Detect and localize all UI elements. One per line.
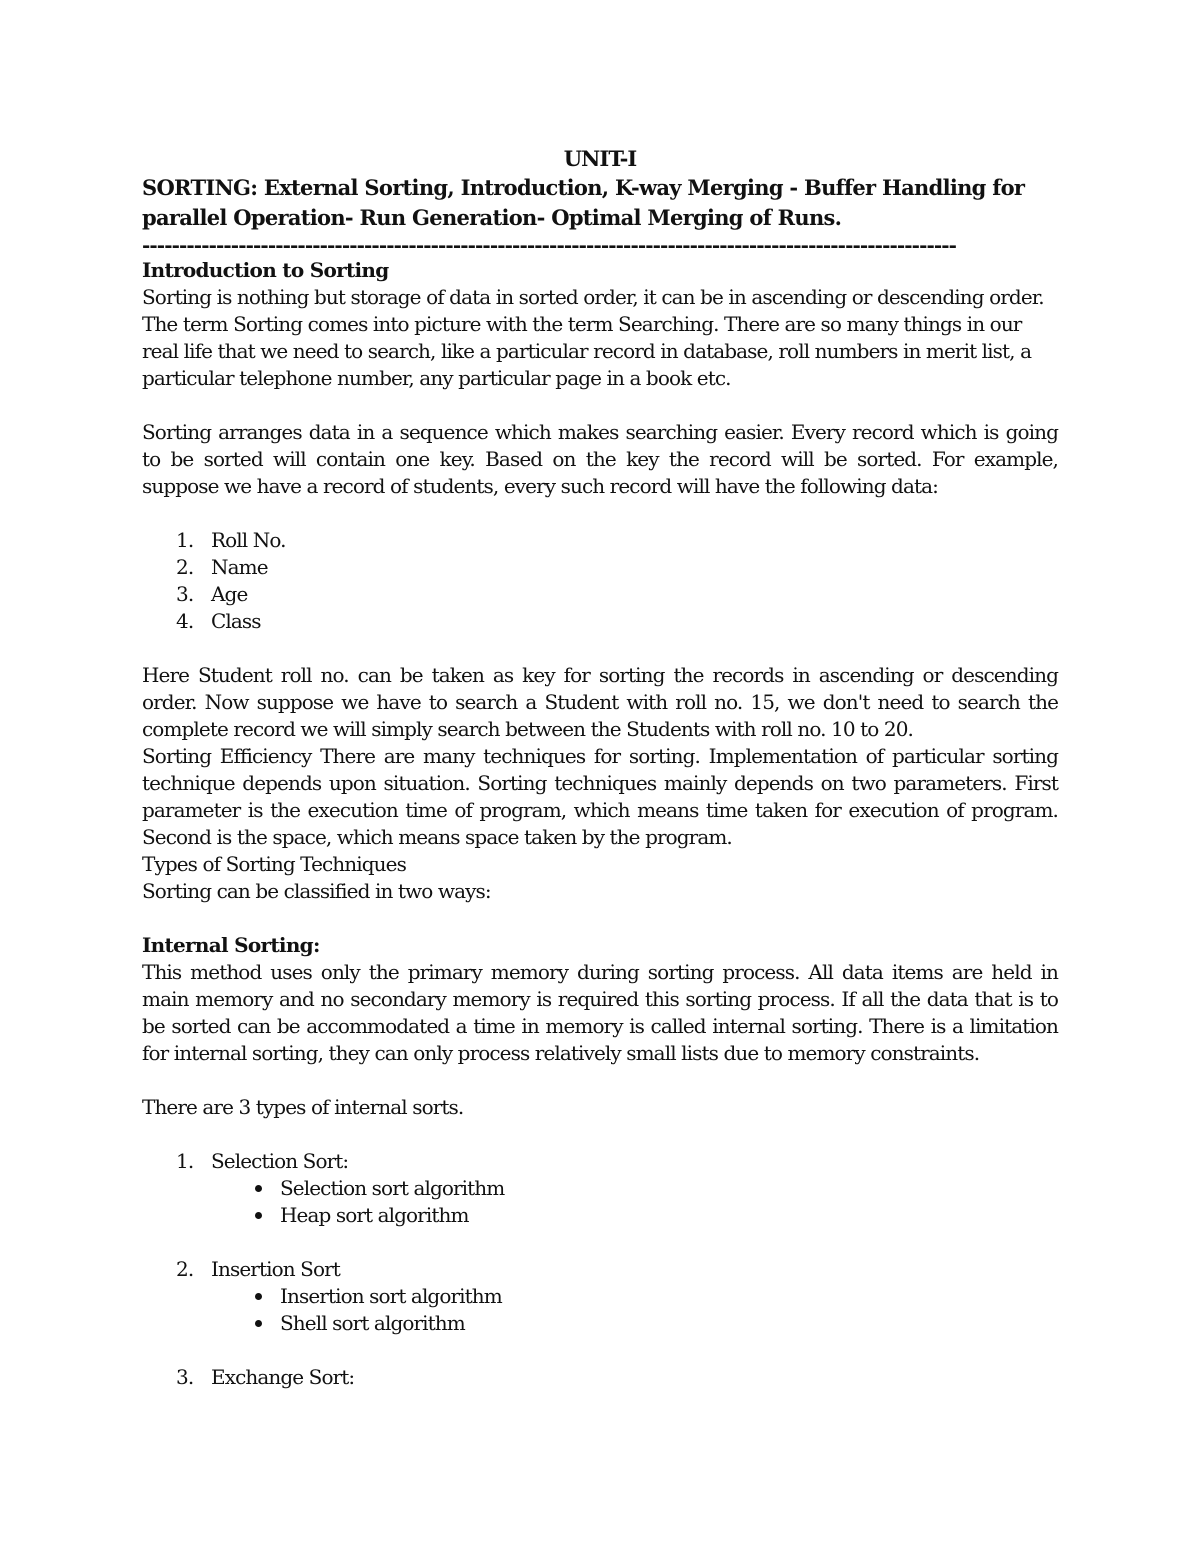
intro-paragraph-3: Here Student roll no. can be taken as key for sorting the records in ascending or descending order. Now suppose we have to search a Student with roll no. 15, we don't need to search the complete record we will simply search between the Students with roll no. 10 to 20. <box>142 663 1058 741</box>
heading-text: External Sorting, Introduction, K-way Merging - Buffer Handling for parallel Operation- Run Generation- Optimal Merging of Runs. <box>142 175 1025 230</box>
intro-paragraph-2: Sorting arranges data in a sequence which makes searching easier. Every record which is going to be sorted will contain one key. Based on the key the record will be sorted. For example, suppose we have a record of students, every such record will have the following data: <box>142 420 1058 498</box>
internal-types-intro: There are 3 types of internal sorts. <box>142 1095 464 1119</box>
insertion-sort-sublist <box>142 1283 1058 1337</box>
section-divider: -------------------------------------------------------------------------------------------------------------- <box>142 233 957 257</box>
list-item: Heap sort algorithm <box>142 1202 1058 1229</box>
unit-title: UNIT-I <box>563 146 637 171</box>
list-item: 1. Roll No. <box>176 528 286 552</box>
list-item: 3. Age <box>176 582 248 606</box>
internal-sorting-paragraph: This method uses only the primary memory during sorting process. All data items are held in main memory and no secondary memory is required this sorting process. If all the data that is to be sorted can be accommodated a time in memory is called internal sorting. There is a limitation for internal sorting, they can only process relatively small lists due to memory constraints. <box>142 960 1058 1065</box>
internal-types-list <box>142 1364 1058 1391</box>
intro-title: Introduction to Sorting <box>142 258 389 282</box>
classification-line: Sorting can be classified in two ways: <box>142 879 491 903</box>
intro-paragraph-4: Sorting Efficiency There are many techniques for sorting. Implementation of particular sorting technique depends upon situation. Sorting techniques mainly depends on two parameters. First parameter is the execution time of program, which means time taken for execution of program. Second is the space, which means space taken by the program. <box>142 744 1058 849</box>
internal-types-list <box>142 1148 1058 1175</box>
internal-types-list <box>142 1256 1058 1283</box>
list-item: 2. Insertion Sort <box>176 1257 340 1281</box>
heading-label: SORTING: <box>142 175 258 200</box>
list-item: Insertion sort algorithm <box>142 1283 1058 1310</box>
bullet-icon <box>255 1293 262 1300</box>
bullet-icon <box>255 1320 262 1327</box>
list-item: Shell sort algorithm <box>142 1310 1058 1337</box>
list-item: 4. Class <box>176 609 261 633</box>
unit-heading <box>142 173 1058 233</box>
document-content <box>142 145 1058 1391</box>
selection-sort-sublist <box>142 1175 1058 1229</box>
list-item: 1. Selection Sort: <box>176 1149 349 1173</box>
bullet-icon <box>255 1212 262 1219</box>
types-heading-line: Types of Sorting Techniques <box>142 852 406 876</box>
list-item: Selection sort algorithm <box>142 1175 1058 1202</box>
internal-sorting-title: Internal Sorting: <box>142 933 320 957</box>
list-item: 2. Name <box>176 555 268 579</box>
intro-paragraph-1: Sorting is nothing but storage of data in sorted order, it can be in ascending or descending order. The term Sorting comes into picture with the term Searching. There are so many things in our real life that we need to search, like a particular record in database, roll numbers in merit list, a particular telephone number, any particular page in a book etc. <box>142 285 1044 390</box>
list-item: 3. Exchange Sort: <box>176 1365 355 1389</box>
bullet-icon <box>255 1185 262 1192</box>
record-fields-list <box>142 527 1058 635</box>
